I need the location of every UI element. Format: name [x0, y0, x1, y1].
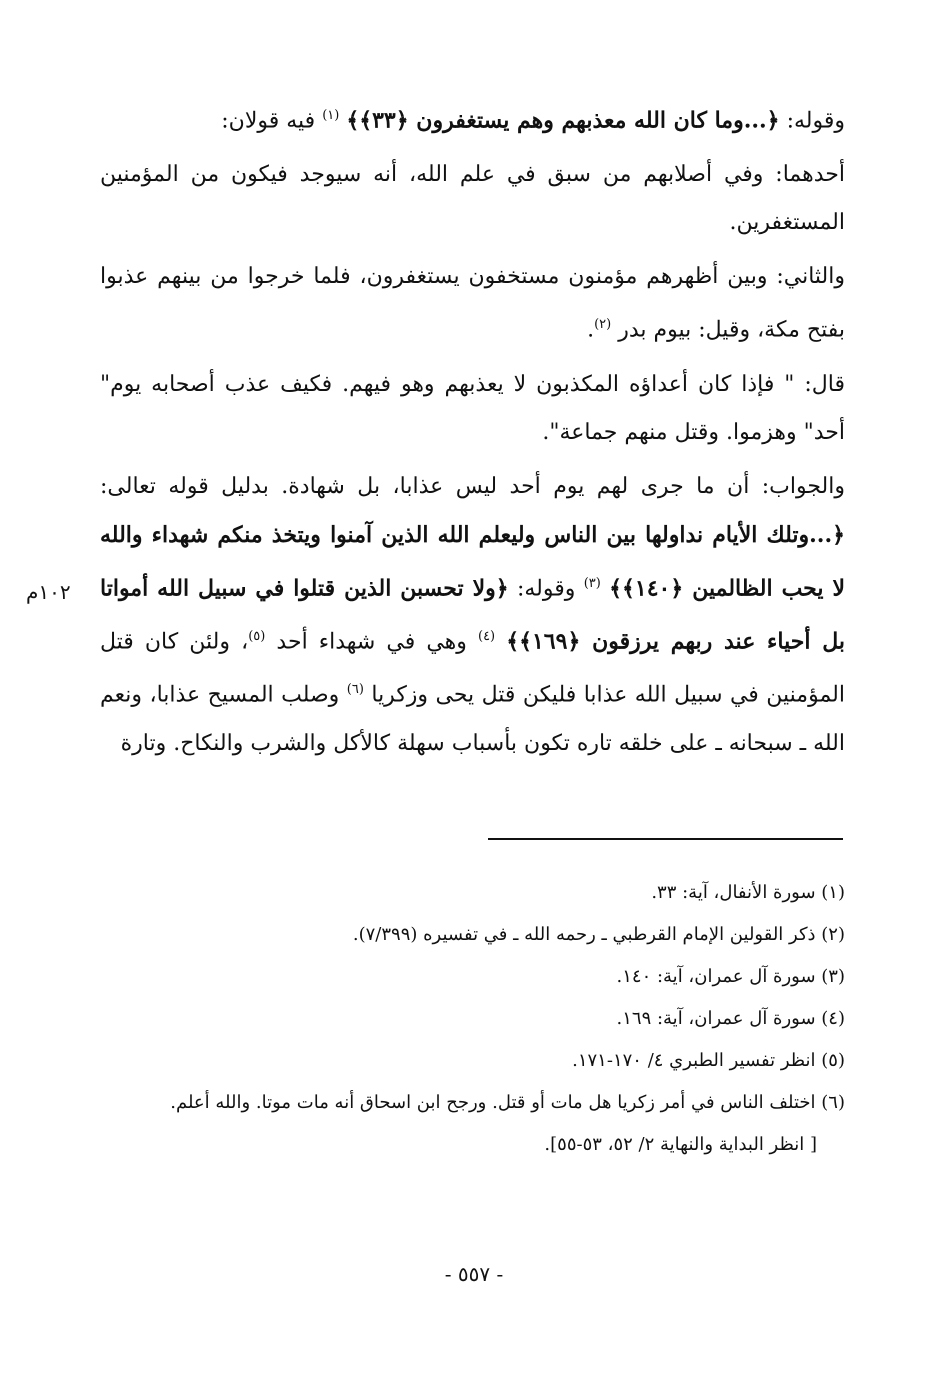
- footnote-ref: (٤): [477, 628, 496, 644]
- paragraph-text: وهي في شهداء أحد: [276, 629, 478, 655]
- paragraph-text: ، ولئن كان قتل المؤمنين في سبيل الله عذابا فليكن قتل يحى وزكريا: [100, 629, 845, 708]
- footnote-ref: (٣): [583, 575, 601, 591]
- footnote-1: (١) سورة الأنفال، آية: ٣٣.: [651, 882, 845, 903]
- quran-quote: ﴿ولا تحسبن الذين قتلوا في سبيل الله أمواتا بل أحياء عند ربهم يرزقون ﴿١٦٩﴾﴾: [100, 574, 845, 655]
- footnote-ref: (٥): [248, 628, 266, 644]
- paragraph-text: وقوله:: [779, 108, 845, 134]
- paragraph-5: [100, 463, 845, 768]
- footnote-2: (٢) ذكر القولين الإمام القرطبي ـ رحمه الله ـ في تفسيره (٧/٣٩٩).: [352, 924, 845, 945]
- paragraph-text: والجواب: أن ما جرى لهم يوم أحد ليس عذابا، بل شهادة. بدليل قوله تعالى:: [100, 473, 845, 499]
- footnotes: [100, 875, 845, 1169]
- paragraph-2: أحدهما: وفي أصلابهم من سبق في علم الله، أنه سيوجد فيكون من المؤمنين المستغفرين.: [100, 162, 845, 236]
- paragraph-3: [100, 253, 845, 354]
- paragraph-text: .: [587, 317, 595, 343]
- footnote-ref: (٦): [346, 682, 364, 698]
- footnote-4: (٤) سورة آل عمران، آية: ١٦٩.: [616, 1008, 845, 1029]
- footnote-5: (٥) انظر تفسير الطبري ٤/ ١٧٠-١٧١.: [572, 1050, 845, 1071]
- main-text: [100, 92, 845, 774]
- page-number: - ٥٥٧ -: [444, 1262, 504, 1286]
- footnote-6-continuation: [ انظر البداية والنهاية ٢/ ٥٢، ٥٣-٥٥].: [544, 1134, 817, 1155]
- quran-quote: ﴿...وتلك الأيام نداولها بين الناس وليعلم الله الذين آمنوا ويتخذ منكم شهداء والله لا يحب الظالمين ﴿١٤٠﴾﴾: [100, 521, 846, 601]
- footnote-separator: [488, 838, 843, 840]
- margin-note: ١٠٢م: [26, 580, 71, 604]
- paragraph-text: والثاني: وبين أظهرهم مؤمنون مستخفون يستغفرون، فلما خرجوا من بينهم عذبوا بفتح مكة، وقيل: بيوم بدر: [100, 264, 845, 343]
- paragraph-text: وقوله:: [508, 575, 584, 601]
- paragraph-1: [100, 92, 845, 145]
- footnote-ref: (٢): [594, 317, 612, 333]
- footnote-ref: (١): [322, 108, 340, 123]
- paragraph-4: قال: " فإذا كان أعداؤه المكذبون لا يعذبهم وهو فيهم. فكيف عذب أصحابه يوم" أحد" وهزموا. وقتل منهم جماعة".: [100, 371, 845, 445]
- quran-quote: ﴿...وما كان الله معذبهم وهم يستغفرون ﴿٣٣﴾﴾: [346, 107, 780, 134]
- paragraph-text: وصلب المسيح عذابا، ونعم الله ـ سبحانه ـ على خلقه تاره تكون بأسباب سهلة كالأكل والشرب والنكاح. وتارة: [100, 682, 845, 756]
- footnote-6: (٦) اختلف الناس في أمر زكريا هل مات أو قتل. ورجح ابن اسحاق أنه مات موتا. والله أعلم.: [170, 1092, 845, 1113]
- footnote-3: (٣) سورة آل عمران، آية: ١٤٠.: [616, 966, 845, 987]
- paragraph-text: فيه قولان:: [221, 108, 323, 134]
